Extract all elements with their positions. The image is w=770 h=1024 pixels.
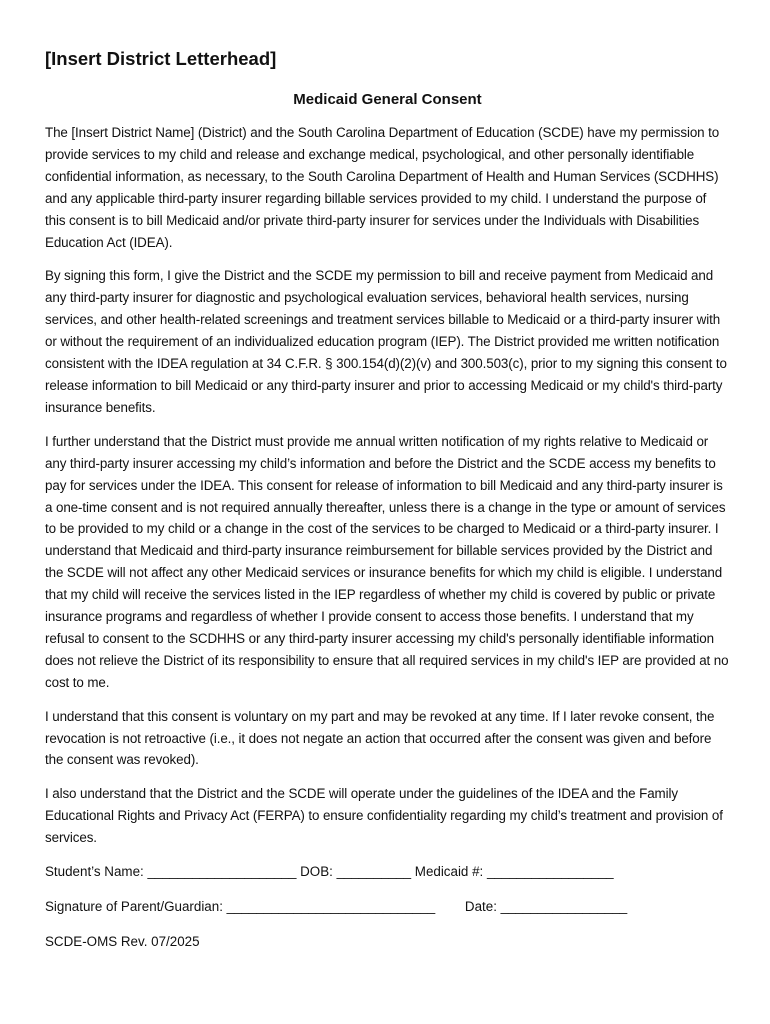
paragraph-notification: I further understand that the District must provide me annual written notification of my rights relative to Medicaid or any third-party insurer accessing my child’s information and before the District and the SCDE access my benefits to pay for services under the IDEA. This consent for release of information to bill Medicaid and any third-party insurer is a one-time consent and is not required annually thereafter, unless there is a change in the type or amount of services to be provided to my child or a change in the cost of the services to be charged to Medicaid or a third-party insurer. I understand that Medicaid and third-party insurance reimbursement for billable services provided by the District and the SCDE will not affect any other Medicaid services or insurance benefits for which my child is eligible. I understand that my child will receive the services listed in the IEP regardless of whether my child is covered by public or private insurance programs and regardless of whether I provide consent to access those benefits. I understand that my refusal to consent to the SCDHHS or any third-party insurer accessing my child's personally identifiable information does not relieve the District of its responsibility to ensure that all required services in my child's IEP are provided at no cost to me. (45, 433, 729, 690)
paragraph-ferpa: I also understand that the District and the SCDE will operate under the guidelines of the IDEA and the Family Educational Rights and Privacy Act (FERPA) to ensure confidentiality regarding my child’s treatment and provision of services. (45, 786, 723, 846)
paragraph-permission: The [Insert District Name] (District) and the South Carolina Department of Education (SCDE) have my permission to provide services to my child and release and exchange medical, psychological, and other personally identifiable confidential information, as necessary, to the South Carolina Department of Health and Human Services (SCDHHS) and any applicable third-party insurer regarding billable services provided to my child. I understand the purpose of this consent is to bill Medicaid and/or private third-party insurer for services under the Individuals with Disabilities Education Act (IDEA). (45, 125, 720, 250)
consent-document (45, 46, 730, 953)
document-title: Medicaid General Consent (293, 91, 482, 108)
paragraph-billing: By signing this form, I give the District and the SCDE my permission to bill and receive payment from Medicaid and any third-party insurer for diagnostic and psychological evaluation services, behavioral health services, nursing services, and other health-related screenings and treatment services billable to Medicaid or a third-party insurer with or without the requirement of an individualized education program (IEP). The District provided me written notification consistent with the IDEA regulation at 34 C.F.R. § 300.154(d)(2)(v) and 300.503(c), prior to my signing this consent to release information to bill Medicaid or any third-party insurer and prior to accessing Medicaid or my child's third-party insurance benefits. (45, 268, 727, 415)
signature-line[interactable]: Signature of Parent/Guardian: ____________________________ Date: _________________ (45, 899, 628, 915)
student-info-line[interactable]: Student’s Name: ____________________ DOB: __________ Medicaid #: _________________ (45, 864, 614, 880)
paragraph-revocation: I understand that this consent is voluntary on my part and may be revoked at any time. If I later revoke consent, the revocation is not retroactive (i.e., it does not negate an action that occurred after the consent was given and before the consent was revoked). (45, 708, 715, 768)
letterhead-placeholder: [Insert District Letterhead] (45, 48, 277, 69)
revision-footer: SCDE-OMS Rev. 07/2025 (45, 934, 200, 950)
